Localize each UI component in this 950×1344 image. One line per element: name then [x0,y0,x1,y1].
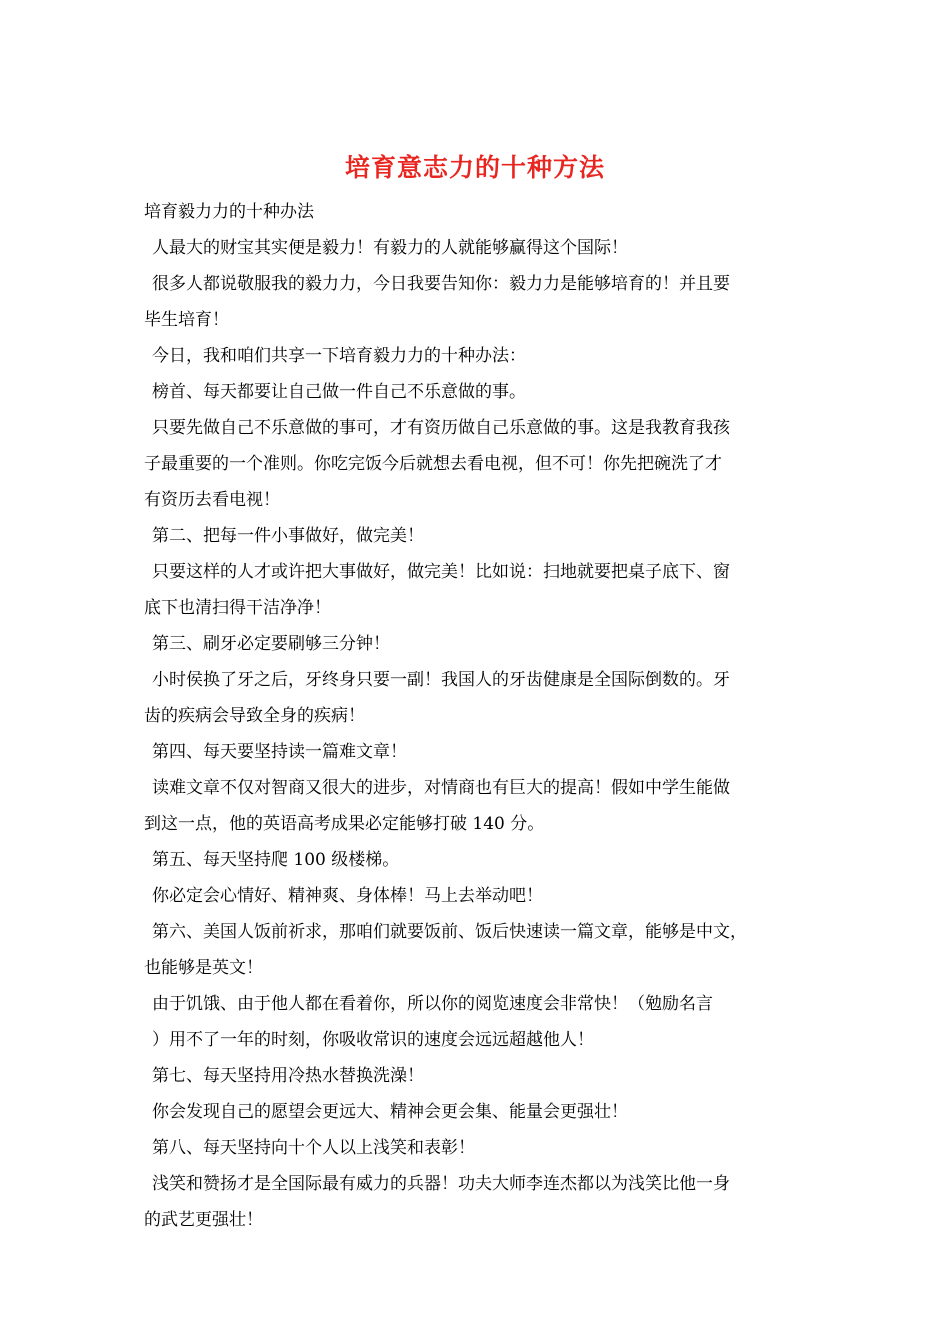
paragraph-line: 第五、每天坚持爬 100 级楼梯。 [152,850,400,870]
paragraph-line: 人最大的财宝其实便是毅力！有毅力的人就能够赢得这个国际！ [152,238,628,258]
paragraph-line: 你必定会心情好、精神爽、身体棒！马上去举动吧！ [152,886,543,906]
paragraph-line: 第八、每天坚持向十个人以上浅笑和表彰！ [152,1138,475,1158]
paragraph-line: ）用不了一年的时刻，你吸收常识的速度会远远超越他人！ [152,1030,594,1050]
paragraph-line: 毕生培育！ [144,310,229,330]
paragraph-line: 的武艺更强壮！ [144,1210,263,1230]
paragraph-line: 由于饥饿、由于他人都在看着你，所以你的阅览速度会非常快！（勉励名言 [152,994,713,1014]
paragraph-line: 子最重要的一个准则。你吃完饭今后就想去看电视，但不可！你先把碗洗了才 [144,454,722,474]
paragraph-line: 也能够是英文！ [144,958,263,978]
paragraph-line: 你会发现自己的愿望会更远大、精神会更会集、能量会更强壮！ [152,1102,628,1122]
paragraph-line: 浅笑和赞扬才是全国际最有威力的兵器！功夫大师李连杰都以为浅笑比他一身 [152,1174,730,1194]
paragraph-line: 第六、美国人饭前祈求，那咱们就要饭前、饭后快速读一篇文章，能够是中文， [152,922,747,942]
paragraph-line: 有资历去看电视！ [144,490,280,510]
paragraph-line: 第三、刷牙必定要刷够三分钟！ [152,634,390,654]
paragraph-line: 培育毅力力的十种办法 [144,202,314,222]
paragraph-line: 读难文章不仅对智商又很大的进步，对情商也有巨大的提高！假如中学生能做 [152,778,730,798]
paragraph-line: 小时侯换了牙之后，牙终身只要一副！我国人的牙齿健康是全国际倒数的。牙 [152,670,730,690]
paragraph-line: 很多人都说敬服我的毅力力，今日我要告知你：毅力力是能够培育的！并且要 [152,274,730,294]
paragraph-line: 到这一点，他的英语高考成果必定能够打破 140 分。 [144,814,545,834]
paragraph-line: 第七、每天坚持用冷热水替换洗澡！ [152,1066,424,1086]
paragraph-line: 第二、把每一件小事做好，做完美！ [152,526,424,546]
document-body [144,194,814,1238]
paragraph-line: 榜首、每天都要让自己做一件自己不乐意做的事。 [152,382,526,402]
paragraph-line: 今日，我和咱们共享一下培育毅力力的十种办法： [152,346,526,366]
paragraph-line: 底下也清扫得干洁净净！ [144,598,331,618]
paragraph-line: 只要先做自己不乐意做的事可，才有资历做自己乐意做的事。这是我教育我孩 [152,418,730,438]
paragraph-line: 只要这样的人才或许把大事做好，做完美！比如说：扫地就要把桌子底下、窗 [152,562,730,582]
document-title: 培育意志力的十种方法 [344,153,605,182]
paragraph-line: 齿的疾病会导致全身的疾病！ [144,706,365,726]
paragraph-line: 第四、每天要坚持读一篇难文章！ [152,742,407,762]
